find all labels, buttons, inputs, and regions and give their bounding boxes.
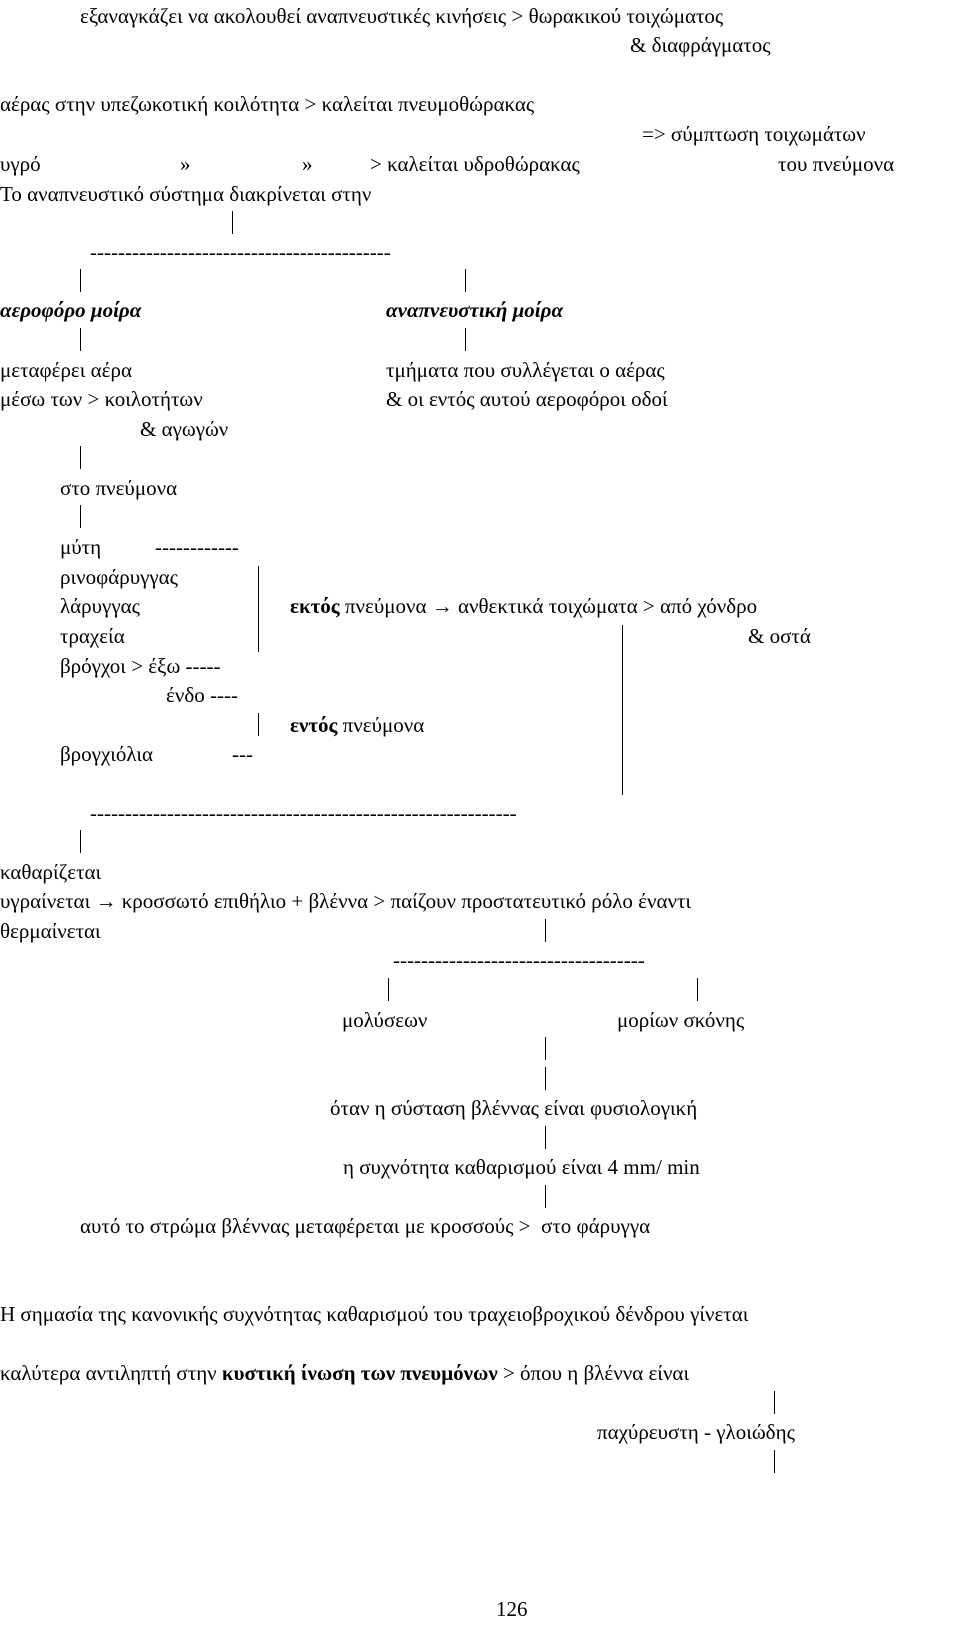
bracket-line — [622, 625, 623, 795]
text-line: » — [302, 152, 313, 176]
text-line: όταν η σύσταση βλέννας είναι φυσιολογική — [330, 1096, 698, 1120]
connector-line — [545, 1126, 546, 1149]
connector-line — [80, 328, 81, 351]
text-span: καλύτερα αντιληπτή στην — [0, 1361, 222, 1385]
text-line — [290, 713, 424, 737]
text-line: αυτό το στρώμα βλέννας μεταφέρεται με κροσσούς > στο φάρυγγα — [80, 1214, 651, 1238]
text-span: > όπου η βλέννα είναι — [497, 1361, 690, 1385]
text-line: μολύσεων — [342, 1008, 428, 1032]
connector-line — [545, 1037, 546, 1060]
dash-line: --- — [232, 742, 253, 766]
connector-line — [774, 1391, 775, 1414]
dash-line: ------------------------------------------- — [90, 240, 391, 264]
text-line: υγρό — [0, 152, 41, 176]
text-line: & οστά — [748, 624, 811, 648]
text-line — [290, 594, 757, 618]
text-line: του πνεύμονα — [778, 152, 895, 176]
text-line: εξαναγκάζει να ακολουθεί αναπνευστικές κινήσεις > θωρακικού τοιχώματος — [80, 4, 724, 28]
dash-line: ------------------------------------ — [393, 948, 645, 972]
connector-line — [388, 978, 389, 1001]
text-span: πνεύμονα — [337, 713, 425, 737]
dash-line: ------------ — [155, 535, 239, 559]
text-line: & οι εντός αυτού αεροφόροι οδοί — [386, 387, 668, 411]
text-line: βρογχιόλια — [60, 742, 153, 766]
text-line: στο πνεύμονα — [60, 476, 178, 500]
text-line: η συχνότητα καθαρισμού είναι 4 mm/ min — [343, 1155, 700, 1179]
connector-line — [80, 830, 81, 853]
text-line: & αγωγών — [140, 417, 229, 441]
text-line: μέσω των > κοιλοτήτων — [0, 387, 203, 411]
text-line: καθαρίζεται — [0, 860, 102, 884]
text-line: » — [180, 152, 191, 176]
text-line: Η σημασία της κανονικής συχνότητας καθαρισμού του τραχειοβροχικού δένδρου γίνεται — [0, 1302, 749, 1326]
page-number: 126 — [496, 1597, 528, 1621]
dash-line: ------------------------------------------------------------- — [90, 801, 517, 825]
text-line: παχύρευστη - γλοιώδης — [597, 1420, 795, 1444]
text-line: & διαφράγματος — [630, 33, 771, 57]
text-line: μεταφέρει αέρα — [0, 358, 132, 382]
text-line: τμήματα που συλλέγεται ο αέρας — [386, 358, 665, 382]
text-line: ρινοφάρυγγας — [60, 565, 179, 589]
bold-term: κυστική ίνωση των πνευμόνων — [221, 1361, 498, 1385]
connector-line — [774, 1450, 775, 1473]
text-line: τραχεία — [60, 624, 125, 648]
text-line: αέρας στην υπεζωκοτική κοιλότητα > καλείται πνευμοθώρακας — [0, 92, 535, 116]
heading-left: αεροφόρο μοίρα — [0, 298, 142, 322]
text-line: μύτη — [60, 535, 102, 559]
connector-line — [697, 978, 698, 1001]
connector-line — [465, 328, 466, 351]
text-line: θερμαίνεται — [0, 919, 101, 943]
connector-line — [465, 269, 466, 292]
heading-right: αναπνευστική μοίρα — [386, 298, 564, 322]
connector-line — [232, 211, 233, 234]
bracket-line — [258, 566, 259, 652]
bracket-line — [258, 713, 259, 736]
connector-line — [80, 446, 81, 469]
bold-term: εκτός — [290, 594, 340, 618]
connector-line — [545, 1067, 546, 1090]
text-span: πνεύμονα → ανθεκτικά τοιχώματα > από χόνδρο — [339, 594, 758, 618]
text-line: υγραίνεται → κροσσωτό επιθήλιο + βλέννα > παίζουν προστατευτικό ρόλο έναντι — [0, 889, 692, 913]
connector-line — [545, 1185, 546, 1208]
text-line: Το αναπνευστικό σύστημα διακρίνεται στην — [0, 182, 372, 206]
text-line: μορίων σκόνης — [617, 1008, 745, 1032]
text-line — [0, 1361, 689, 1385]
text-line: > καλείται υδροθώρακας — [370, 152, 580, 176]
text-line: ένδο ---- — [166, 683, 238, 707]
bold-term: εντός — [290, 713, 338, 737]
connector-line — [80, 505, 81, 528]
connector-line — [80, 269, 81, 292]
text-line: λάρυγγας — [60, 594, 140, 618]
text-line: βρόγχοι > έξω ----- — [60, 654, 221, 678]
text-line: => σύμπτωση τοιχωμάτων — [642, 122, 866, 146]
connector-line — [545, 919, 546, 942]
